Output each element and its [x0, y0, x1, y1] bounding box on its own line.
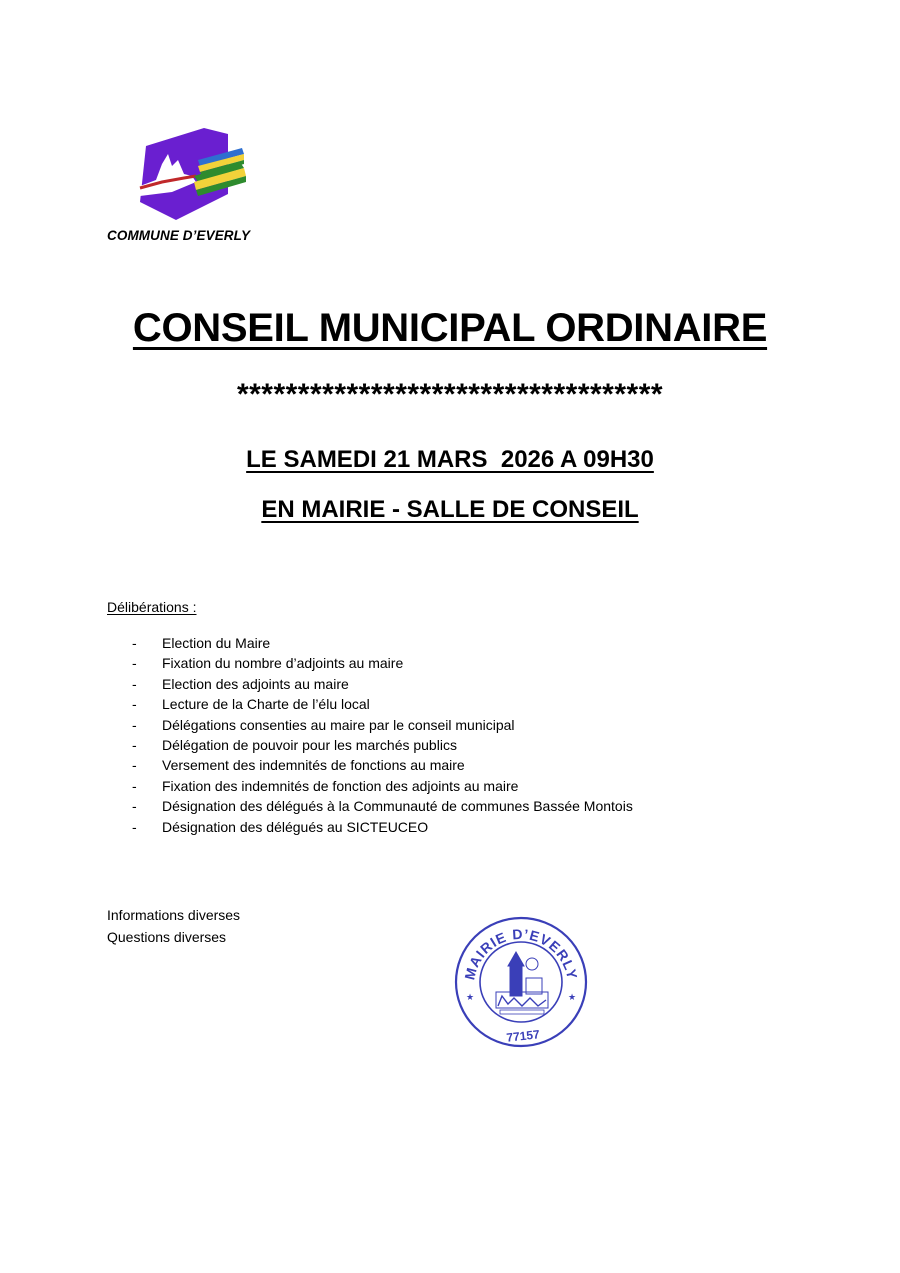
meeting-place: EN MAIRIE - SALLE DE CONSEIL: [261, 496, 639, 523]
separator-stars: ***********************************: [236, 378, 664, 411]
deliberations-heading: Délibérations :: [107, 599, 197, 615]
bullet-dash: -: [132, 798, 137, 815]
bullet-dash: -: [132, 736, 137, 753]
list-item-label: Versement des indemnités de fonctions au maire: [162, 757, 465, 774]
list-item-label: Désignation des délégués à la Communauté de communes Bassée Montois: [162, 798, 633, 815]
list-item-label: Fixation des indemnités de fonction des adjoints au maire: [162, 777, 519, 794]
list-item-label: Election des adjoints au maire: [162, 675, 349, 692]
stamp-text-top: MAIRIE D’EVERLY: [461, 925, 581, 982]
other-items: [107, 904, 240, 948]
list-item: [107, 653, 633, 673]
list-item-label: Désignation des délégués au SICTEUCEO: [162, 818, 429, 835]
list-item: [107, 755, 633, 775]
list-item: [107, 735, 633, 755]
bullet-dash: -: [132, 757, 137, 774]
svg-text:★: ★: [466, 993, 475, 1003]
bullet-dash: -: [132, 655, 137, 672]
list-item: [107, 674, 633, 694]
commune-logo-icon: [132, 124, 252, 224]
bullet-dash: -: [132, 696, 137, 713]
list-item-label: Fixation du nombre d’adjoints au maire: [162, 655, 404, 672]
commune-name: COMMUNE D’EVERLY: [107, 228, 251, 243]
list-item-label: Election du Maire: [162, 635, 271, 651]
informations-diverses: Informations diverses: [107, 907, 241, 923]
list-item: [107, 776, 633, 796]
svg-text:★: ★: [568, 993, 577, 1003]
list-item: [107, 817, 633, 837]
list-item-label: Délégation de pouvoir pour les marchés publics: [162, 736, 457, 753]
bullet-dash: -: [132, 716, 137, 733]
bullet-dash: -: [132, 675, 137, 692]
list-item: [107, 796, 633, 816]
mairie-stamp-icon: [452, 914, 590, 1050]
bullet-dash: -: [132, 777, 137, 794]
list-item: [107, 633, 633, 653]
meeting-date: LE SAMEDI 21 MARS 2026 A 09H30: [246, 446, 654, 473]
list-item-label: Lecture de la Charte de l’élu local: [162, 696, 370, 713]
bullet-dash: -: [132, 818, 137, 835]
deliberations-list: [107, 633, 633, 837]
list-item-label: Délégations consenties au maire par le conseil municipal: [162, 716, 515, 733]
list-item: [107, 694, 633, 714]
bullet-dash: -: [132, 635, 137, 651]
questions-diverses: Questions diverses: [107, 929, 227, 945]
stamp-text-bottom: 77157: [505, 1027, 541, 1045]
list-item: [107, 715, 633, 735]
page-title: CONSEIL MUNICIPAL ORDINAIRE: [132, 306, 768, 350]
